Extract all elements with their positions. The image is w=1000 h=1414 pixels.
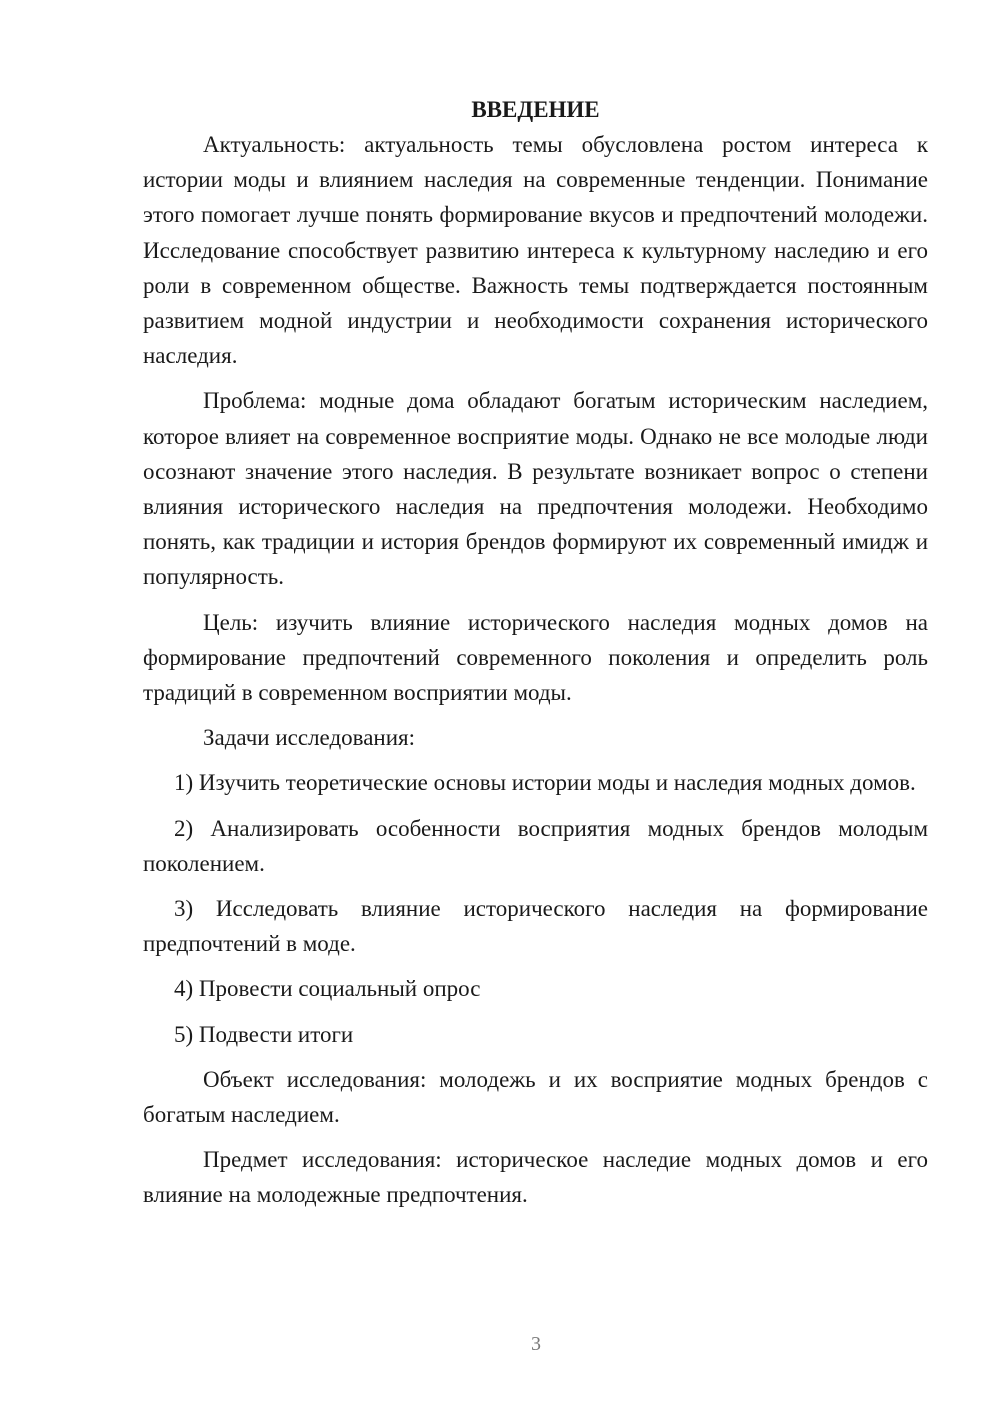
task-item-2: 2) Анализировать особенности восприятия модных брендов молодым поколением. [143, 815, 928, 876]
task-item-5: 5) Подвести итоги [174, 1021, 354, 1047]
section-heading: ВВЕДЕНИЕ [471, 97, 600, 122]
paragraph-problem: Проблема: модные дома обладают богатым историческим наследием, которое влияет на современное восприятие моды. Однако не все молодые люди осознают значение этого наследия. В результате возникает вопрос о степени влияния исторического наследия на предпочтения молодежи. Необходимо понять, как традиции и история брендов формируют их современный имидж и популярность. [143, 388, 928, 590]
task-item-1: 1) Изучить теоретические основы истории моды и наследия модных домов. [174, 770, 916, 796]
paragraph-subject: Предмет исследования: историческое наследие модных домов и его влияние на молодежные предпочтения. [143, 1147, 928, 1208]
task-item-3: 3) Исследовать влияние исторического наследия на формирование предпочтений в моде. [143, 896, 928, 957]
tasks-heading: Задачи исследования: [203, 725, 416, 751]
task-item-4: 4) Провести социальный опрос [174, 976, 481, 1002]
page-number: 3 [531, 1333, 541, 1355]
paragraph-relevance: Актуальность: актуальность темы обусловлена ростом интереса к истории моды и влиянием наследия на современные тенденции. Понимание этого помогает лучше понять формирование вкусов и предпочтений молодежи. Исследование способствует развитию интереса к культурному наследию и его роли в современном обществе. Важность темы подтверждается постоянным развитием модной индустрии и необходимости сохранения исторического наследия. [143, 132, 928, 369]
paragraph-goal: Цель: изучить влияние исторического наследия модных домов на формирование предпочтений современного поколения и определить роль традиций в современном восприятии моды. [143, 609, 928, 706]
paragraph-object: Объект исследования: молодежь и их восприятие модных брендов с богатым наследием. [143, 1066, 928, 1128]
document-page [143, 92, 928, 1223]
